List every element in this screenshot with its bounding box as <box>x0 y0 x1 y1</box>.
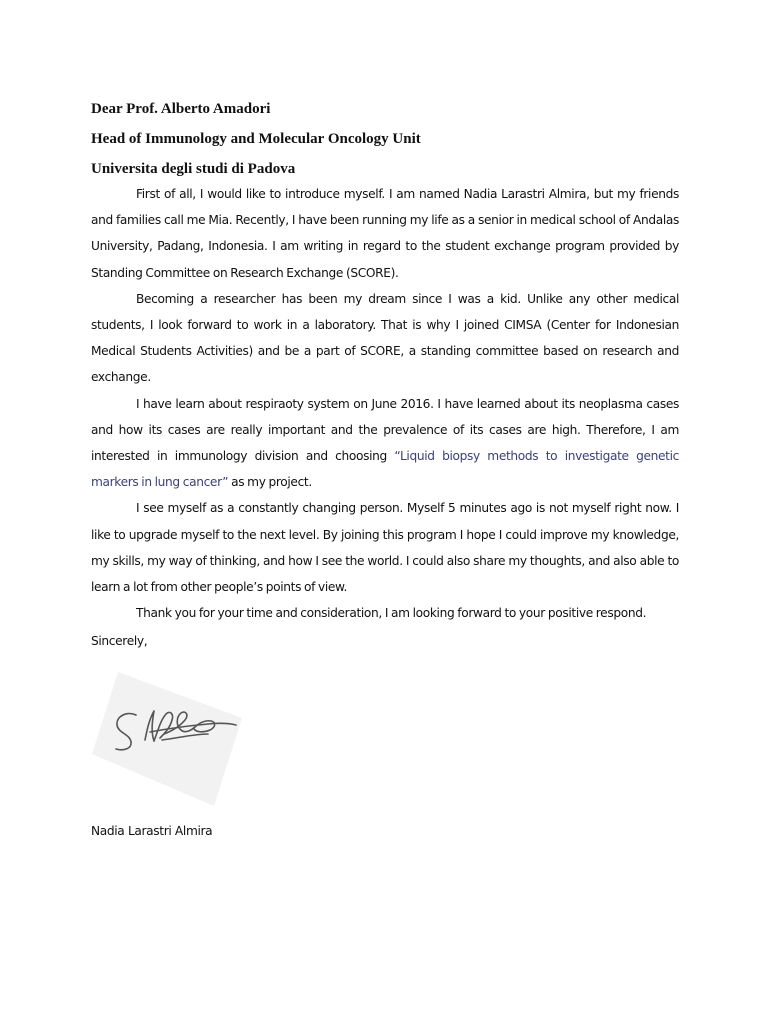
paragraph-thanks: Thank you for your time and consideration, I am looking forward to your positive respond. <box>136 606 647 621</box>
letter-header <box>91 94 691 184</box>
signature-image <box>90 668 250 808</box>
paragraph-self-description: I see myself as a constantly changing person. Myself 5 minutes ago is not myself right now. I like to upgrade myself to the next level. By joining this program I hope I could improve my knowledge, my skills, my way of thinking, and how I see the world. I could also share my thoughts, and also able to learn a lot from other people’s points of view. <box>91 501 679 595</box>
salutation-word: Dear <box>91 101 123 117</box>
letter-body <box>91 181 679 626</box>
paragraph-project-start: I have learn about respiraoty system on June 2016. I have learned about its neoplasma cases and how its cases are really important and the prevalence of its cases are high. Therefore, I am interested in immunology division and choosing <box>91 396 679 464</box>
project-title-quote: “Liquid biopsy methods to investigate genetic markers in lung cancer” <box>91 449 679 490</box>
paragraph-motivation: Becoming a researcher has been my dream since I was a kid. Unlike any other medical students, I look forward to work in a laboratory. That is why I joined CIMSA (Center for Indonesian Medical Students Activities) and be a part of SCORE, a standing committee based on research and exchange. <box>91 291 679 385</box>
signer-name: Nadia Larastri Almira <box>91 824 213 838</box>
closing-text: Sincerely, <box>91 634 148 648</box>
recipient-name: Prof. Alberto Amadori <box>126 101 271 117</box>
paragraph-project-end: as my project. <box>228 475 312 490</box>
paragraph-introduction: First of all, I would like to introduce myself. I am named Nadia Larastri Almira, but my friends and families call me Mia. Recently, I have been running my life as a senior in medical school of Andalas University, Padang, Indonesia. I am writing in regard to the student exchange program provided by Standing Committee on Research Exchange (SCORE). <box>91 187 679 280</box>
salutation-line <box>91 94 691 124</box>
recipient-title: Head of Immunology and Molecular Oncology Unit <box>91 131 421 147</box>
paragraph-project <box>91 391 679 496</box>
recipient-institution: Universita degli studi di Padova <box>91 161 296 177</box>
